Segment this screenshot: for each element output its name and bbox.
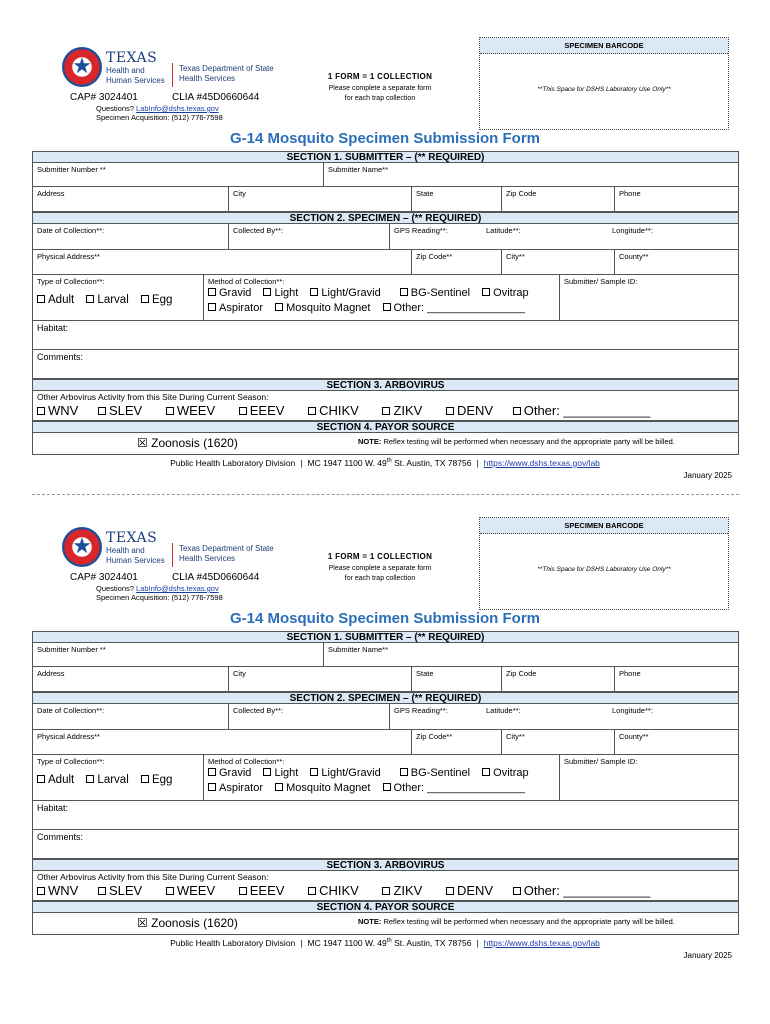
s2-zip-field[interactable] bbox=[411, 250, 501, 274]
checkbox-icon[interactable] bbox=[141, 295, 149, 303]
logo-dshs-text: Texas Department of State Health Services bbox=[179, 64, 274, 83]
section3-row bbox=[32, 871, 739, 901]
checkbox-icon[interactable] bbox=[37, 775, 45, 783]
checkbox-icon[interactable] bbox=[86, 295, 94, 303]
checkbox-icon[interactable] bbox=[382, 887, 390, 895]
arbovirus-prompt: Other Arbovirus Activity from this Site During Current Season: bbox=[37, 872, 269, 882]
gps-field[interactable] bbox=[389, 224, 738, 249]
arbo-option-zikv[interactable]: ZIKV bbox=[382, 883, 422, 898]
s2-zip-label: Zip Code** bbox=[416, 732, 453, 741]
submitter-number-label: Submitter Number ** bbox=[37, 645, 106, 654]
arbo-option-eeev[interactable]: EEEV bbox=[239, 403, 285, 418]
address-field[interactable] bbox=[33, 667, 228, 691]
arbo-option-other[interactable]: Other: ____________ bbox=[513, 883, 651, 898]
state-field[interactable] bbox=[411, 187, 501, 211]
state-label: State bbox=[416, 669, 434, 678]
section1-header: SECTION 1. SUBMITTER – (** REQUIRED) bbox=[32, 151, 739, 163]
collection-type-field bbox=[33, 275, 203, 320]
section2-row5 bbox=[32, 350, 739, 379]
phone-label: Phone bbox=[619, 669, 641, 678]
type-option-egg[interactable]: Egg bbox=[141, 774, 172, 786]
collection-method-field bbox=[203, 755, 559, 800]
collection-date-field[interactable] bbox=[33, 704, 228, 729]
checkbox-icon[interactable] bbox=[98, 407, 106, 415]
arbo-option-eeev[interactable]: EEEV bbox=[239, 883, 285, 898]
barcode-note: **This Space for DSHS Laboratory Use Only** bbox=[537, 566, 671, 573]
revision-date: January 2025 bbox=[683, 951, 732, 960]
reflex-note bbox=[358, 917, 675, 926]
checkbox-icon[interactable] bbox=[166, 407, 174, 415]
acquisition-phone: Specimen Acquisition: (512) 776-7598 bbox=[96, 593, 223, 602]
section3-header: SECTION 3. ARBOVIRUS bbox=[32, 859, 739, 871]
zip-label: Zip Code bbox=[506, 189, 537, 198]
footer-address: MC 1947 1100 W. 49th St. Austin, TX 78756 bbox=[307, 938, 472, 948]
checked-box-icon[interactable]: ☒ bbox=[137, 436, 148, 450]
method-option-ovitrap[interactable]: Ovitrap bbox=[482, 767, 528, 779]
collection-type-label: Type of Collection**: bbox=[37, 277, 105, 286]
comments-field[interactable] bbox=[33, 830, 738, 858]
s2-city-field[interactable] bbox=[501, 250, 614, 274]
checkbox-icon[interactable] bbox=[513, 887, 521, 895]
checkbox-icon[interactable] bbox=[310, 768, 318, 776]
method-option-other[interactable]: Other: ________________ bbox=[383, 302, 526, 314]
collected-by-label: Collected By**: bbox=[233, 706, 284, 715]
one-form-notice: 1 FORM = 1 COLLECTION bbox=[327, 552, 433, 561]
method-option-mosquito-magnet[interactable]: Mosquito Magnet bbox=[275, 782, 370, 794]
collection-method-label: Method of Collection**: bbox=[208, 277, 285, 286]
type-option-adult[interactable]: Adult bbox=[37, 774, 74, 786]
submitter-name-label: Submitter Name** bbox=[328, 165, 389, 174]
submitter-number-field[interactable] bbox=[33, 163, 323, 186]
method-options-row2 bbox=[208, 782, 559, 794]
zip-label: Zip Code bbox=[506, 669, 537, 678]
section4-row bbox=[32, 433, 739, 455]
gps-label: GPS Reading**: bbox=[394, 226, 448, 235]
method-options-row1 bbox=[208, 767, 559, 779]
form-copy-2 bbox=[0, 480, 770, 960]
method-option-light[interactable]: Light bbox=[263, 287, 298, 299]
collection-date-field[interactable] bbox=[33, 224, 228, 249]
arbo-option-chikv[interactable]: CHIKV bbox=[308, 403, 359, 418]
section2-row3 bbox=[32, 275, 739, 321]
submitter-name-label: Submitter Name** bbox=[328, 645, 389, 654]
section2-header: SECTION 2. SPECIMEN – (** REQUIRED) bbox=[32, 692, 739, 704]
arbovirus-field bbox=[33, 391, 738, 420]
checkbox-icon[interactable] bbox=[263, 768, 271, 776]
gps-label: GPS Reading**: bbox=[394, 706, 448, 715]
arbo-option-wnv[interactable]: WNV bbox=[37, 403, 78, 418]
revision-date: January 2025 bbox=[683, 471, 732, 480]
footer-division: Public Health Laboratory Division bbox=[170, 938, 296, 948]
questions-label: Questions? bbox=[96, 104, 134, 113]
checkbox-icon[interactable] bbox=[383, 303, 391, 311]
questions-label: Questions? bbox=[96, 584, 134, 593]
state-label: State bbox=[416, 189, 434, 198]
comments-label: Comments: bbox=[37, 832, 84, 842]
one-form-notice: 1 FORM = 1 COLLECTION bbox=[327, 72, 433, 81]
sample-id-field[interactable] bbox=[559, 275, 738, 320]
checkbox-icon[interactable] bbox=[308, 407, 316, 415]
method-option-gravid[interactable]: Gravid bbox=[208, 287, 251, 299]
section3-row bbox=[32, 391, 739, 421]
phone-field[interactable] bbox=[614, 667, 738, 691]
checkbox-icon[interactable] bbox=[400, 768, 408, 776]
submitter-name-field[interactable] bbox=[323, 163, 738, 186]
checkbox-icon[interactable] bbox=[482, 288, 490, 296]
questions-line bbox=[96, 584, 219, 593]
county-field[interactable] bbox=[614, 250, 738, 274]
one-form-sub2: for each trap collection bbox=[344, 95, 416, 102]
county-field[interactable] bbox=[614, 730, 738, 754]
checkbox-icon[interactable] bbox=[310, 288, 318, 296]
checkbox-icon[interactable] bbox=[208, 768, 216, 776]
checkbox-icon[interactable] bbox=[400, 288, 408, 296]
checkbox-icon[interactable] bbox=[383, 783, 391, 791]
barcode-title: SPECIMEN BARCODE bbox=[480, 38, 728, 54]
clia-number: CLIA #45D0660644 bbox=[172, 572, 260, 583]
cap-number: CAP# 3024401 bbox=[70, 572, 138, 583]
collection-type-options bbox=[37, 774, 203, 786]
checkbox-icon[interactable] bbox=[208, 783, 216, 791]
s2-zip-field[interactable] bbox=[411, 730, 501, 754]
arbo-option-weev[interactable]: WEEV bbox=[166, 883, 215, 898]
city-field[interactable] bbox=[228, 187, 411, 211]
questions-line bbox=[96, 104, 219, 113]
method-option-light[interactable]: Light bbox=[263, 767, 298, 779]
habitat-field[interactable] bbox=[33, 801, 738, 829]
section2-row4 bbox=[32, 321, 739, 350]
zip-field[interactable] bbox=[501, 187, 614, 211]
physical-address-field[interactable] bbox=[33, 730, 411, 754]
barcode-title: SPECIMEN BARCODE bbox=[480, 518, 728, 534]
logo-divider bbox=[172, 63, 173, 87]
zip-field[interactable] bbox=[501, 667, 614, 691]
checkbox-icon[interactable] bbox=[208, 288, 216, 296]
one-form-sub2: for each trap collection bbox=[344, 575, 416, 582]
collection-date-label: Date of Collection**: bbox=[37, 706, 105, 715]
checkbox-icon[interactable] bbox=[263, 288, 271, 296]
form-title: G-14 Mosquito Specimen Submission Form bbox=[229, 610, 541, 627]
barcode-note: **This Space for DSHS Laboratory Use Only** bbox=[537, 86, 671, 93]
comments-field[interactable] bbox=[33, 350, 738, 378]
longitude-label: Longitude**: bbox=[612, 226, 653, 235]
cap-number: CAP# 3024401 bbox=[70, 92, 138, 103]
questions-email-link[interactable]: LabInfo@dshs.texas.gov bbox=[136, 584, 219, 593]
arbovirus-field bbox=[33, 871, 738, 900]
habitat-label: Habitat: bbox=[37, 323, 69, 333]
method-option-aspirator[interactable]: Aspirator bbox=[208, 302, 263, 314]
acquisition-phone: Specimen Acquisition: (512) 776-7598 bbox=[96, 113, 223, 122]
section2-row4 bbox=[32, 801, 739, 830]
section1-row2 bbox=[32, 667, 739, 692]
form-title: G-14 Mosquito Specimen Submission Form bbox=[229, 130, 541, 147]
checkbox-icon[interactable] bbox=[166, 887, 174, 895]
logo-hhs-text: Health and Human Services bbox=[106, 66, 165, 85]
method-option-light-gravid[interactable]: Light/Gravid bbox=[310, 287, 380, 299]
one-form-sub1: Please complete a separate form bbox=[328, 565, 432, 572]
one-form-subtext bbox=[290, 84, 470, 104]
arbovirus-prompt: Other Arbovirus Activity from this Site During Current Season: bbox=[37, 392, 269, 402]
city-field[interactable] bbox=[228, 667, 411, 691]
checked-box-icon[interactable]: ☒ bbox=[137, 916, 148, 930]
comments-label: Comments: bbox=[37, 352, 84, 362]
sample-id-label: Submitter/ Sample ID: bbox=[564, 277, 638, 286]
method-option-mosquito-magnet[interactable]: Mosquito Magnet bbox=[275, 302, 370, 314]
city-label: City bbox=[233, 669, 246, 678]
footer: Public Health Laboratory Division | MC 1947 1100 W. 49th St. Austin, TX 78756 | https://www.dshs.texas.gov/lab bbox=[170, 938, 600, 948]
checkbox-icon[interactable] bbox=[37, 295, 45, 303]
arbo-option-slev[interactable]: SLEV bbox=[98, 883, 142, 898]
footer-address: MC 1947 1100 W. 49th St. Austin, TX 78756 bbox=[307, 458, 472, 468]
county-label: County** bbox=[619, 732, 649, 741]
texas-hhs-logo-icon: ★ bbox=[62, 527, 102, 567]
specimen-barcode-box bbox=[479, 37, 729, 130]
section2-row2 bbox=[32, 250, 739, 275]
longitude-label: Longitude**: bbox=[612, 706, 653, 715]
section2-row3 bbox=[32, 755, 739, 801]
texas-hhs-logo-icon: ★ bbox=[62, 47, 102, 87]
collection-type-options bbox=[37, 294, 203, 306]
checkbox-icon[interactable] bbox=[141, 775, 149, 783]
logo-texas-text: TEXAS bbox=[106, 50, 158, 66]
collected-by-field[interactable] bbox=[228, 224, 389, 249]
s2-zip-label: Zip Code** bbox=[416, 252, 453, 261]
note-label: NOTE: bbox=[358, 437, 382, 446]
logo-divider bbox=[172, 543, 173, 567]
submitter-number-label: Submitter Number ** bbox=[37, 165, 106, 174]
arbo-option-chikv[interactable]: CHIKV bbox=[308, 883, 359, 898]
logo-texas-text: TEXAS bbox=[106, 530, 158, 546]
type-option-larval[interactable]: Larval bbox=[86, 774, 128, 786]
arbovirus-options bbox=[37, 883, 738, 898]
form-copy-1 bbox=[0, 0, 770, 480]
footer-link[interactable]: https://www.dshs.texas.gov/lab bbox=[483, 458, 600, 468]
section2-row5 bbox=[32, 830, 739, 859]
footer-link[interactable]: https://www.dshs.texas.gov/lab bbox=[483, 938, 600, 948]
footer: Public Health Laboratory Division | MC 1947 1100 W. 49th St. Austin, TX 78756 | https://www.dshs.texas.gov/lab bbox=[170, 458, 600, 468]
physical-address-label: Physical Address** bbox=[37, 732, 100, 741]
arbovirus-options bbox=[37, 403, 738, 418]
method-option-aspirator[interactable]: Aspirator bbox=[208, 782, 263, 794]
questions-email-link[interactable]: LabInfo@dshs.texas.gov bbox=[136, 104, 219, 113]
method-option-bg-sentinel[interactable]: BG-Sentinel bbox=[400, 767, 470, 779]
specimen-barcode-box bbox=[479, 517, 729, 610]
note-text: Reflex testing will be performed when necessary and the appropriate party will be billed. bbox=[383, 437, 675, 446]
collection-type-field bbox=[33, 755, 203, 800]
method-option-gravid[interactable]: Gravid bbox=[208, 767, 251, 779]
address-field[interactable] bbox=[33, 187, 228, 211]
collected-by-label: Collected By**: bbox=[233, 226, 284, 235]
type-option-egg[interactable]: Egg bbox=[141, 294, 172, 306]
one-form-subtext bbox=[290, 564, 470, 584]
habitat-field[interactable] bbox=[33, 321, 738, 349]
section3-header: SECTION 3. ARBOVIRUS bbox=[32, 379, 739, 391]
section2-row2 bbox=[32, 730, 739, 755]
checkbox-icon[interactable] bbox=[37, 887, 45, 895]
gps-field[interactable] bbox=[389, 704, 738, 729]
collection-type-label: Type of Collection**: bbox=[37, 757, 105, 766]
arbo-option-wnv[interactable]: WNV bbox=[37, 883, 78, 898]
zoonosis-option[interactable]: ☒ Zoonosis (1620) bbox=[137, 436, 238, 450]
section4-header: SECTION 4. PAYOR SOURCE bbox=[32, 901, 739, 913]
logo-dshs-text: Texas Department of State Health Services bbox=[179, 544, 274, 563]
method-options-row2 bbox=[208, 302, 559, 314]
section4-header: SECTION 4. PAYOR SOURCE bbox=[32, 421, 739, 433]
method-option-light-gravid[interactable]: Light/Gravid bbox=[310, 767, 380, 779]
physical-address-field[interactable] bbox=[33, 250, 411, 274]
checkbox-icon[interactable] bbox=[482, 768, 490, 776]
checkbox-icon[interactable] bbox=[275, 783, 283, 791]
checkbox-icon[interactable] bbox=[98, 887, 106, 895]
arbo-option-zikv[interactable]: ZIKV bbox=[382, 403, 422, 418]
collected-by-field[interactable] bbox=[228, 704, 389, 729]
sample-id-label: Submitter/ Sample ID: bbox=[564, 757, 638, 766]
checkbox-icon[interactable] bbox=[239, 887, 247, 895]
address-label: Address bbox=[37, 189, 65, 198]
arbo-option-denv[interactable]: DENV bbox=[446, 883, 493, 898]
checkbox-icon[interactable] bbox=[239, 407, 247, 415]
collection-date-label: Date of Collection**: bbox=[37, 226, 105, 235]
method-option-bg-sentinel[interactable]: BG-Sentinel bbox=[400, 287, 470, 299]
reflex-note bbox=[358, 437, 675, 446]
one-form-sub1: Please complete a separate form bbox=[328, 85, 432, 92]
physical-address-label: Physical Address** bbox=[37, 252, 100, 261]
note-text: Reflex testing will be performed when necessary and the appropriate party will be billed. bbox=[383, 917, 675, 926]
section1-row1 bbox=[32, 643, 739, 667]
arbo-option-weev[interactable]: WEEV bbox=[166, 403, 215, 418]
city-label: City bbox=[233, 189, 246, 198]
type-option-adult[interactable]: Adult bbox=[37, 294, 74, 306]
type-option-larval[interactable]: Larval bbox=[86, 294, 128, 306]
checkbox-icon[interactable] bbox=[446, 887, 454, 895]
state-field[interactable] bbox=[411, 667, 501, 691]
note-label: NOTE: bbox=[358, 917, 382, 926]
clia-number: CLIA #45D0660644 bbox=[172, 92, 260, 103]
checkbox-icon[interactable] bbox=[208, 303, 216, 311]
section2-row1 bbox=[32, 224, 739, 250]
arbo-option-denv[interactable]: DENV bbox=[446, 403, 493, 418]
checkbox-icon[interactable] bbox=[513, 407, 521, 415]
phone-label: Phone bbox=[619, 189, 641, 198]
submitter-name-field[interactable] bbox=[323, 643, 738, 666]
checkbox-icon[interactable] bbox=[308, 887, 316, 895]
section4-row bbox=[32, 913, 739, 935]
submitter-number-field[interactable] bbox=[33, 643, 323, 666]
zoonosis-option[interactable]: ☒ Zoonosis (1620) bbox=[137, 916, 238, 930]
checkbox-icon[interactable] bbox=[446, 407, 454, 415]
county-label: County** bbox=[619, 252, 649, 261]
section1-row1 bbox=[32, 163, 739, 187]
method-option-other[interactable]: Other: ________________ bbox=[383, 782, 526, 794]
checkbox-icon[interactable] bbox=[382, 407, 390, 415]
s2-city-label: City** bbox=[506, 252, 525, 261]
collection-method-label: Method of Collection**: bbox=[208, 757, 285, 766]
section2-row1 bbox=[32, 704, 739, 730]
sample-id-field[interactable] bbox=[559, 755, 738, 800]
checkbox-icon[interactable] bbox=[37, 407, 45, 415]
arbo-option-other[interactable]: Other: ____________ bbox=[513, 403, 651, 418]
phone-field[interactable] bbox=[614, 187, 738, 211]
section1-header: SECTION 1. SUBMITTER – (** REQUIRED) bbox=[32, 631, 739, 643]
address-label: Address bbox=[37, 669, 65, 678]
s2-city-field[interactable] bbox=[501, 730, 614, 754]
payor-field bbox=[33, 913, 738, 934]
method-option-ovitrap[interactable]: Ovitrap bbox=[482, 287, 528, 299]
payor-field bbox=[33, 433, 738, 454]
habitat-label: Habitat: bbox=[37, 803, 69, 813]
logo-hhs-text: Health and Human Services bbox=[106, 546, 165, 565]
latitude-label: Latitude**: bbox=[486, 706, 521, 715]
checkbox-icon[interactable] bbox=[86, 775, 94, 783]
latitude-label: Latitude**: bbox=[486, 226, 521, 235]
section1-row2 bbox=[32, 187, 739, 212]
arbo-option-slev[interactable]: SLEV bbox=[98, 403, 142, 418]
s2-city-label: City** bbox=[506, 732, 525, 741]
collection-method-field bbox=[203, 275, 559, 320]
section2-header: SECTION 2. SPECIMEN – (** REQUIRED) bbox=[32, 212, 739, 224]
checkbox-icon[interactable] bbox=[275, 303, 283, 311]
footer-division: Public Health Laboratory Division bbox=[170, 458, 296, 468]
method-options-row1 bbox=[208, 287, 559, 299]
